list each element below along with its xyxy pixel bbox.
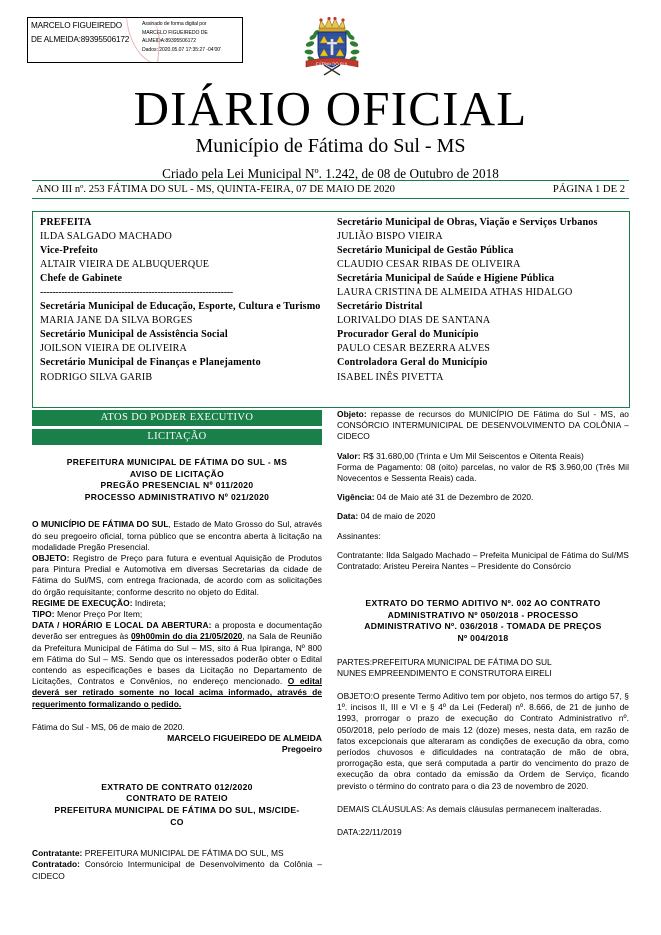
notice2-vigencia-label: Vigência:: [337, 492, 375, 503]
official-role: Secretário Municipal de Obras, Viação e Serviços Urbanos: [337, 217, 598, 228]
official-role: Vice-Prefeito: [40, 245, 98, 257]
signature-detail-line-3: ALMEIDA:89395506172: [142, 38, 196, 45]
notice3-objeto-paragraph: OBJETO:O presente Termo Aditivo tem por objeto, nos termos do artigo 57, § 1º. incisos II, III e VI e § 4º da Lei (Federal) nº. 8.666, de 21 de junho de 1993, prorrogar o prazo de execução do Contrato Administrativo nº. 050/2018, pelo período de mais 12 (doze) meses, nesta data, em razão de fatos excepcionais que alteraram as condições de execução da obra, como períodos chuvosos e dificuldades na contratação de mão de obra, prorrogação esta, que será computada a partir do vencimento do prazo de execução da obra contado da emissão da Ordem de Serviço, ficando previsto o término do contrato para o dia 23 de novembro de 2020.: [337, 691, 629, 791]
notice2-contratado-line: [32, 859, 322, 881]
notice1-tipo-text: Menor Preço Por Item;: [54, 609, 143, 619]
notice2-title-line-4: CO: [170, 816, 184, 827]
official-name: PAULO CESAR BEZERRA ALVES: [337, 343, 491, 355]
notice3-data-line: DATA:22/11/2019: [337, 827, 402, 838]
notice2-valor-text: R$ 31.680,00 (Trinta e Um Mil Seiscentos e Oitenta Reais): [360, 450, 584, 461]
notice1-regime-paragraph: [32, 598, 322, 609]
signature-subject-name: MARCELO FIGUEIREDO DE ALMEIDA:89395506172: [31, 21, 130, 44]
signature-detail-line-2: MARCELO FIGUEIREDO DE: [142, 29, 208, 36]
official-role: Chefe de Gabinete: [40, 273, 123, 285]
official-role: Secretária Municipal de Saúde e Higiene Pública: [337, 273, 555, 285]
official-role: Secretário Municipal de Gestão Pública: [337, 245, 514, 257]
notice1-title-line-1: PREFEITURA MUNICIPAL DE FÁTIMA DO SUL - MS: [66, 457, 288, 467]
notice2-objeto-label: Objeto:: [337, 409, 367, 419]
issue-identifier: ANO III nº. 253 FÁTIMA DO SUL - MS, QUINTA-FEIRA, 07 DE MAIO DE 2020: [36, 184, 395, 195]
notice2-title-line-2: CONTRATO DE RATEIO: [126, 793, 228, 804]
official-role: Controladora Geral do Município: [337, 357, 488, 369]
notice3-demais-label: DEMAIS CLÁUSULAS:: [337, 803, 425, 814]
notice2-pagamento-paragraph: Forma de Pagamento: 08 (oito) parcelas, no valor de R$ 3.960,00 (Três Mil Novecentos e Sessenta Reais) cada.: [337, 461, 629, 484]
notice1-data-text-1: a proposta e documentação deverão ser entregues às: [32, 620, 322, 642]
issue-info-bar: [32, 180, 629, 199]
officials-divider: ----------------------------------------------------------------: [40, 287, 233, 299]
official-role: PREFEITA: [40, 217, 92, 228]
official-role: Secretário Municipal de Assistência Social: [40, 329, 228, 341]
official-name: JULIÃO BISPO VIEIRA: [337, 231, 443, 243]
signature-detail-line-4: Dados: 2020.05.07 17:35:27 -04'00': [142, 46, 221, 53]
notice2-valor-paragraph: [337, 451, 629, 462]
signature-details: [137, 18, 242, 62]
official-name: JOILSON VIEIRA DE OLIVEIRA: [40, 343, 187, 355]
notice2-title-line-1: EXTRATO DE CONTRATO 012/2020: [101, 781, 253, 792]
notice2-objeto-paragraph: [337, 409, 629, 443]
notice1-data-label: DATA / HORÁRIO E LOCAL DA ABERTURA:: [32, 620, 212, 631]
notice1-place-date: Fátima do Sul - MS, 06 de maio de 2020.: [32, 721, 185, 732]
officials-directory-box: [32, 211, 630, 408]
notice2-assinantes-label: Assinantes:: [337, 530, 381, 541]
notice1-objeto-label: OBJETO:: [32, 552, 70, 563]
notice2-vigencia-text: 04 de Maio até 31 de Dezembro de 2020.: [374, 492, 534, 503]
notice2-data-label: Data:: [337, 511, 359, 522]
notice2-contratado-label: Contratado:: [32, 859, 81, 870]
content-column-left: [32, 410, 322, 882]
official-role: Secretário Distrital: [337, 301, 423, 313]
section-banner-licitacao: LICITAÇÃO: [32, 429, 322, 445]
notice3-partes-line-2: NUNES EMPREENDIMENTO E CONSTRUTORA EIRELI: [337, 667, 552, 678]
official-name: MARIA JANE DA SILVA BORGES: [40, 315, 193, 327]
notice2-assinante-2: Contratado: Aristeu Pereira Nantes – Presidente do Consórcio: [337, 561, 571, 572]
notice3-title-line-3: ADMINISTRATIVO Nº. 036/2018 - TOMADA DE PREÇOS: [364, 621, 602, 632]
notice2-data-line: [337, 511, 629, 522]
notice2-title-line-3: PREFEITURA MUNICIPAL DE FÁTIMA DO SUL, MS/CIDE-: [54, 805, 300, 816]
municipal-coat-of-arms-icon: [302, 17, 362, 79]
official-name: LAURA CRISTINA DE ALMEIDA ATHAS HIDALGO: [337, 287, 573, 299]
notice2-valor-label: Valor:: [337, 450, 361, 461]
content-column-right: [337, 409, 629, 838]
official-name: RODRIGO SILVA GARIB: [40, 371, 153, 383]
notice3-title-line-4: Nº 004/2018: [457, 633, 509, 644]
notice2-contratado-text: Consórcio Intermunicipal de Desenvolvimento da Colônia – CIDECO: [32, 859, 322, 881]
notice3-title-line-2: ADMINISTRATIVO Nº 050/2018 - PROCESSO: [387, 609, 579, 620]
notice1-objeto-text: Registro de Preço para futura e eventual Aquisição de Produtos para Pintura Predial e Automotiva em diversas Secretarias da cidade de Fátima do Sul/MS, com entrega fracionada, de acordo com as solicitações do órgão requisitante; conforme descrito no objeto do Edital.: [32, 552, 322, 597]
notice1-objeto-paragraph: [32, 553, 322, 598]
notice1-data-paragraph: [32, 620, 322, 710]
notice1-edital-highlight: O edital deverá ser retirado somente no local acima informado, através de requerimento formalizando o pedido.: [32, 676, 322, 709]
notice2-objeto-text: repasse de recursos do MUNICÍPIO DE Fátima do Sul - MS, ao CONSÓRCIO INTERMUNICIPAL DE DESENVOLVIMENTO DA COLÔNIA – CIDECO: [337, 409, 629, 442]
official-name: LORIVALDO DIAS DE SANTANA: [337, 315, 491, 327]
notice2-contratante-label: Contratante:: [32, 848, 83, 859]
official-role: Secretária Municipal de Educação, Esporte, Cultura e Turismo: [40, 301, 321, 313]
notice2-contratante-line: [32, 848, 322, 859]
official-name: ISABEL INÊS PIVETTA: [337, 371, 444, 383]
notice2-assinante-1: Contratante: Ilda Salgado Machado – Prefeita Municipal de Fátima do Sul/MS: [337, 549, 629, 560]
notice1-regime-text: Indireta;: [132, 597, 166, 608]
notice1-intro-rest: , Estado de Mato Grosso do Sul, através do seu pregoeiro oficial, torna público que se encontra aberta à licitação na modalidade Pregão Presencial.: [32, 519, 322, 552]
notice1-signer-role: Pregoeiro: [281, 744, 322, 755]
official-name: ALTAIR VIEIRA DE ALBUQUERQUE: [40, 259, 210, 271]
notice1-intro-bold: O MUNICÍPIO DE FÁTIMA DO SUL: [32, 519, 169, 530]
official-role: Procurador Geral do Município: [337, 329, 479, 341]
page-indicator: PÁGINA 1 DE 2: [552, 184, 625, 195]
notice1-title-line-2: AVISO DE LICITAÇÃO: [129, 468, 225, 479]
notice2-data-text: 04 de maio de 2020: [358, 511, 436, 522]
notice1-tipo-paragraph: [32, 609, 322, 620]
notice1-tipo-label: TIPO:: [32, 609, 55, 619]
notice3-title-line-1: EXTRATO DO TERMO ADITIVO Nº. 002 AO CONTRATO: [365, 598, 601, 609]
signature-detail-line-1: Assinado de forma digital por: [142, 21, 207, 27]
official-role: Secretário Municipal de Finanças e Planejamento: [40, 357, 261, 369]
notice3-demais-text: As demais cláusulas permanecem inalteradas.: [424, 803, 602, 814]
page-title: DIÁRIO OFICIAL: [133, 81, 528, 136]
notice2-vigencia-line: [337, 492, 629, 503]
notice3-partes-line-1: PARTES:PREFEITURA MUNICIPAL DE FÁTIMA DO SUL: [337, 656, 552, 667]
masthead-subtitle: Município de Fátima do Sul - MS: [195, 135, 466, 157]
masthead-creation-law: Criado pela Lei Municipal Nº. 1.242, de 08 de Outubro de 2018: [162, 166, 499, 181]
notice1-signer-name: MARCELO FIGUEIREDO DE ALMEIDA: [167, 733, 322, 744]
section-banner-executive-acts: ATOS DO PODER EXECUTIVO: [32, 410, 322, 426]
notice1-title-line-3: PREGÃO PRESENCIAL Nº 011/2020: [100, 480, 254, 491]
notice3-demais-paragraph: [337, 804, 629, 815]
official-name: ILDA SALGADO MACHADO: [40, 231, 172, 243]
digital-signature-stamp: [27, 17, 243, 63]
notice1-data-highlight: 09h00min do dia 21/05/2020: [130, 631, 243, 642]
officials-column-right: [331, 212, 629, 407]
official-name: CLAUDIO CESAR RIBAS DE OLIVEIRA: [337, 259, 521, 271]
officials-column-left: [33, 212, 331, 407]
notice1-title-line-4: PROCESSO ADMINISTRATIVO Nº 021/2020: [84, 491, 270, 502]
masthead: [0, 81, 661, 182]
notice1-data-text-2: , na Sala de Reunião da Prefeitura Municipal de Fátima do Sul – MS, sito á Rua Ipiranga, Nº 800 em Fátima do Sul – MS. Sendo que os interessados poderão obter o Edital contendo as especificações e bases da Licitação no Departamento de Licitações, Contratos e Convênios, no endereço mencionado.: [32, 631, 322, 687]
svg-text:FÁTIMA DO SUL: FÁTIMA DO SUL: [316, 61, 348, 67]
notice1-intro-paragraph: [32, 519, 322, 553]
notice2-contratante-text: PREFEITURA MUNICIPAL DE FÁTIMA DO SUL, MS: [82, 848, 284, 859]
notice1-regime-label: REGIME DE EXECUÇÃO:: [32, 597, 133, 608]
